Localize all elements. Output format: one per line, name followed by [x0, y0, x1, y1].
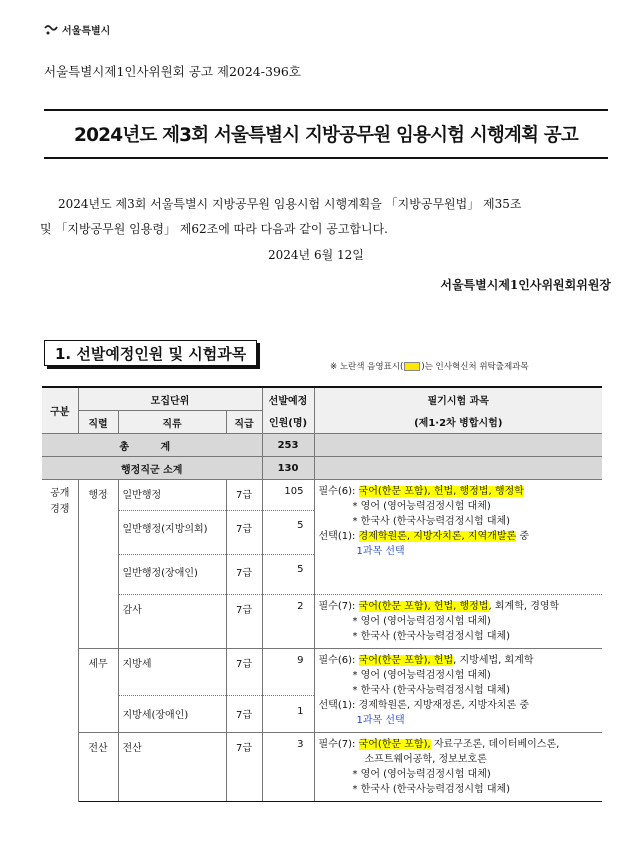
grade-cell: 7급	[226, 555, 262, 595]
notice-date: 2024년 6월 12일	[268, 248, 364, 262]
class-cell: 감사	[118, 595, 226, 649]
total-value: 253	[262, 434, 314, 457]
subjects-audit: 필수(7): 국어(한문 포함), 헌법, 행정법, 회계학, 경영학 * 영어 (영어능력검정시험 대체) * 한국사 (한국사능력검정시험 대체)	[314, 595, 602, 649]
th-count-bottom: 인원(명)	[262, 411, 314, 434]
th-series: 직렬	[78, 411, 118, 434]
title-box	[44, 109, 608, 159]
count-cell: 5	[262, 511, 314, 555]
count-cell: 3	[262, 733, 314, 802]
th-unit: 모집단위	[78, 387, 262, 411]
grade-cell: 7급	[226, 696, 262, 733]
class-cell: 전산	[118, 733, 226, 802]
grade-cell: 7급	[226, 595, 262, 649]
subtotal-label: 행정직군 소계	[42, 457, 262, 480]
series-admin: 행정	[78, 480, 118, 649]
th-category: 구분	[42, 387, 78, 434]
class-cell: 일반행정(지방의회)	[118, 511, 226, 555]
subjects-tax: 필수(6): 국어(한문 포함), 헌법, 지방세법, 회계학 * 영어 (영어능력검정시험 대체) * 한국사 (한국사능력검정시험 대체) 선택(1): 경제학원론, 지방재정론, 지방자치론 중 1과목 선택	[314, 649, 602, 733]
category-cell: 공개 경쟁	[42, 480, 78, 802]
series-tax: 세무	[78, 649, 118, 733]
total-label: 총 계	[42, 434, 262, 457]
count-cell: 105	[262, 480, 314, 511]
signer: 서울특별시제1인사위원회위원장	[440, 278, 611, 292]
subtotal-value: 130	[262, 457, 314, 480]
class-cell: 지방세	[118, 649, 226, 696]
org-name: 서울특별시	[62, 26, 111, 37]
count-cell: 9	[262, 649, 314, 696]
body-line-1: 2024년도 제3회 서울특별시 지방공무원 임용시험 시행계획을 「지방공무원법」 제35조	[58, 197, 522, 211]
grade-cell: 7급	[226, 649, 262, 696]
highlight-note: ※ 노란색 음영표시( )는 인사혁신처 위탁출제과목	[330, 362, 529, 372]
th-subjects-bottom: (제1·2차 병합시험)	[314, 411, 602, 434]
th-class: 직류	[118, 411, 226, 434]
org-logo	[44, 22, 110, 37]
count-cell: 5	[262, 555, 314, 595]
seoul-logo-icon	[44, 24, 58, 36]
body-line-2: 및 「지방공무원 임용령」 제62조에 따라 다음과 같이 공고합니다.	[40, 222, 388, 236]
class-cell: 일반행정(장애인)	[118, 555, 226, 595]
count-cell: 2	[262, 595, 314, 649]
series-it: 전산	[78, 733, 118, 802]
subjects-admin: 필수(6): 국어(한문 포함), 헌법, 행정법, 행정학 * 영어 (영어능력검정시험 대체) * 한국사 (한국사능력검정시험 대체) 선택(1): 경제학원론, 지방자치론, 지역개발론 중 1과목 선택	[314, 480, 602, 595]
recruitment-table	[42, 386, 602, 802]
body-text	[40, 192, 612, 242]
grade-cell: 7급	[226, 480, 262, 511]
notice-number: 서울특별시제1인사위원회 공고 제2024-396호	[44, 64, 301, 79]
grade-cell: 7급	[226, 733, 262, 802]
class-cell: 일반행정	[118, 480, 226, 511]
subjects-it: 필수(7): 국어(한문 포함), 자료구조론, 데이터베이스론, 소프트웨어공학, 정보보호론 * 영어 (영어능력검정시험 대체) * 한국사 (한국사능력검정시험 대체)	[314, 733, 602, 802]
th-grade: 직급	[226, 411, 262, 434]
section-heading: 1. 선발예정인원 및 시험과목	[44, 340, 257, 366]
th-count-top: 선발예정	[262, 387, 314, 411]
grade-cell: 7급	[226, 511, 262, 555]
count-cell: 1	[262, 696, 314, 733]
class-cell: 지방세(장애인)	[118, 696, 226, 733]
highlight-swatch	[404, 362, 420, 371]
page-title: 2024년도 제3회 서울특별시 지방공무원 임용시험 시행계획 공고	[74, 125, 578, 146]
th-subjects-top: 필기시험 과목	[314, 387, 602, 411]
